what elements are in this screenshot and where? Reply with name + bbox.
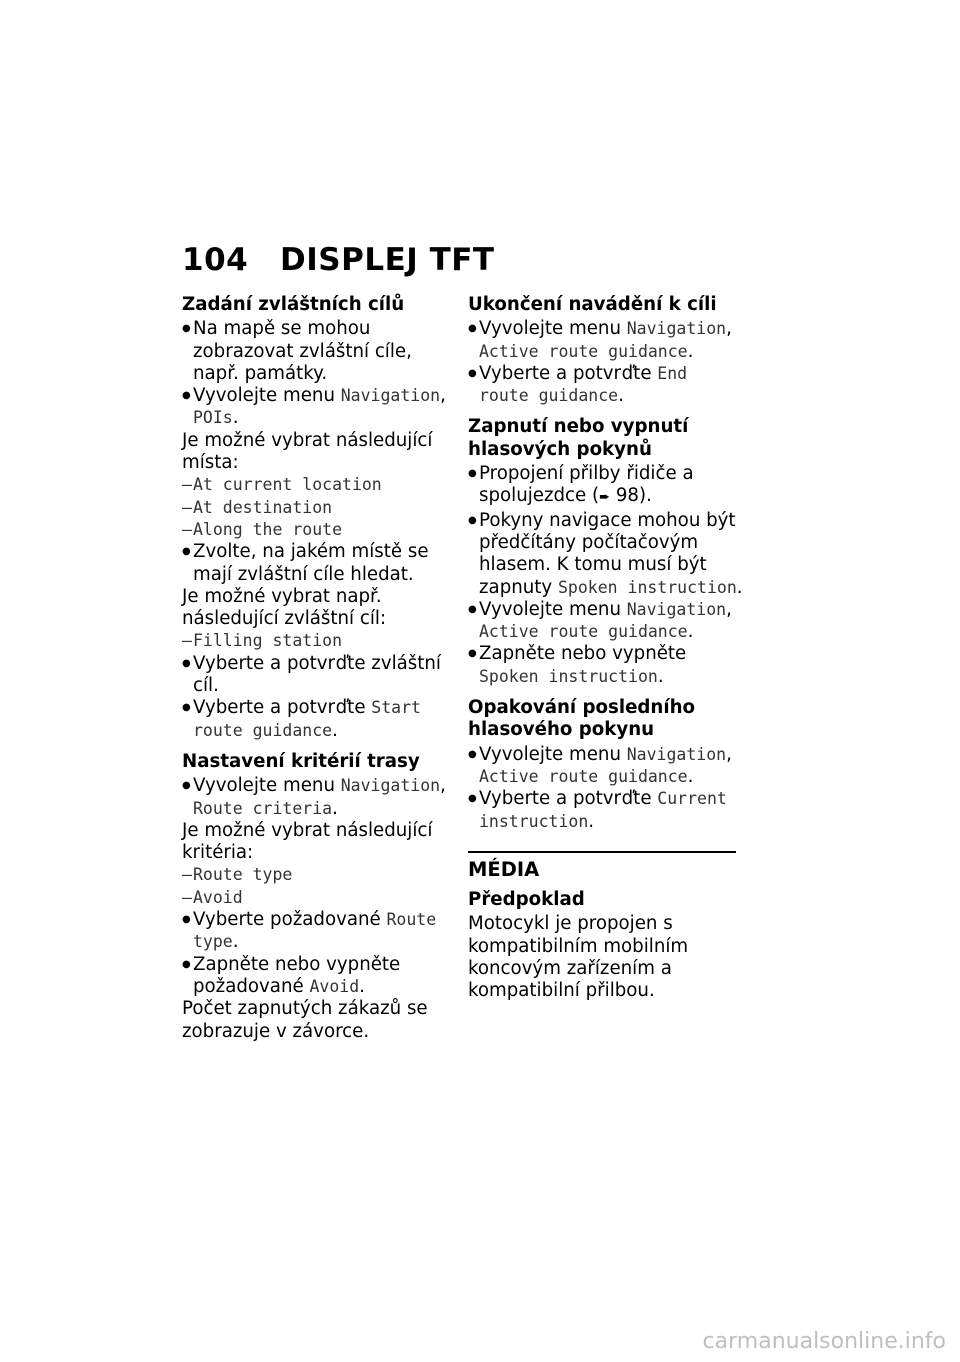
menu-code: Active route guidance [479, 766, 688, 786]
menu-code: POIs [193, 408, 233, 428]
paragraph: Je možné vybrat např. následující zvláštní cíl: [182, 585, 387, 630]
left-column [182, 294, 454, 1043]
menu-code: Current instruction [479, 789, 727, 831]
section-heading-prerequisite: Předpoklad [468, 889, 585, 911]
section-heading-voice-instructions: Zapnutí nebo vypnutí hlasových pokynů [468, 416, 689, 460]
bullet-item: ● Vyberte a potvrďte Start route guidance. [182, 697, 454, 742]
menu-code: End route guidance [479, 363, 688, 406]
bullet-item: ● Vyvolejte menu Navigation, Active route guidance. [468, 318, 744, 363]
menu-code: Active route guidance [479, 622, 688, 642]
bullet-item: ● Zapněte nebo vypněte požadované Avoid. [182, 954, 454, 999]
bullet-item: ● Vyberte požadované Route type. [182, 909, 454, 954]
paragraph: Počet zapnutých zákazů se zobrazuje v závorce. [182, 998, 428, 1042]
menu-code: Route type [193, 910, 437, 952]
dash-item: – Route type [182, 864, 454, 886]
section-heading-route-criteria: Nastavení kritérií trasy [182, 750, 420, 772]
arrow-right-icon: ➨ [599, 490, 611, 506]
menu-code: Spoken instruction [557, 577, 737, 597]
section-divider [468, 851, 736, 853]
menu-code: Avoid [309, 976, 360, 996]
menu-code: Navigation [626, 599, 727, 619]
bullet-item: ● Vyberte a potvrďte End route guidance. [468, 363, 744, 408]
dash-item: – Avoid [182, 887, 454, 909]
dash-item: – Filling station [182, 630, 454, 652]
bullet-item: ● Vyberte a potvrďte zvláštní cíl. [182, 653, 454, 698]
section-heading-special-destinations: Zadání zvláštních cílů [182, 294, 405, 315]
paragraph: Motocykl je propojen s kompatibilním mobilním koncovým zařízením a kompatibilní přilbou. [468, 913, 689, 1002]
bullet-item: ● Vyvolejte menu Navigation, Route criteria. [182, 775, 454, 820]
chapter-title: DISPLEJ TFT [280, 242, 495, 278]
paragraph: Je možné vybrat následující místa: [182, 429, 433, 474]
page-number: 104 [182, 242, 249, 278]
paragraph: Je možné vybrat následující kritéria: [182, 819, 433, 864]
right-column [468, 294, 744, 1003]
section-heading-end-guidance: Ukončení navádění k cíli [468, 294, 717, 315]
page-header [182, 242, 495, 278]
dash-item: – At destination [182, 497, 454, 519]
bullet-item: ● Vyvolejte menu Navigation, Active route guidance. [468, 599, 744, 644]
menu-code: Route criteria [193, 798, 333, 818]
bullet-item: ● Vyvolejte menu Navigation, POIs. [182, 385, 454, 430]
dash-item: – At current location [182, 474, 454, 496]
bullet-item: ● Na mapě se mohou zobrazovat zvláštní cíle, např. památky. [182, 318, 454, 385]
chapter-heading-media: MÉDIA [468, 857, 540, 881]
menu-code: Start route guidance [193, 698, 421, 740]
menu-code: Spoken instruction [479, 666, 658, 686]
bullet-item: ● Pokyny navigace mohou být předčítány počítačovým hlasem. K tomu musí být zapnuty Spoken instruction. [468, 510, 744, 599]
dash-item: – Along the route [182, 519, 454, 541]
menu-code: Navigation [340, 776, 441, 796]
bullet-item: ● Vyberte a potvrďte Current instruction. [468, 788, 744, 833]
menu-code: Navigation [340, 386, 441, 406]
watermark: carmanualsonline.info [702, 1329, 946, 1354]
menu-code: Active route guidance [479, 341, 688, 361]
bullet-item: ● Zvolte, na jakém místě se mají zvláštní cíle hledat. [182, 541, 454, 586]
menu-code: Navigation [626, 319, 727, 339]
bullet-item: ● Propojení přilby řidiče a spolujezdce (➨ 98). [468, 463, 744, 510]
menu-code: Navigation [626, 744, 727, 764]
section-heading-repeat-instruction: Opakování posledního hlasového pokynu [468, 697, 696, 741]
bullet-item: ● Vyvolejte menu Navigation, Active route guidance. [468, 744, 744, 789]
bullet-item: ● Zapněte nebo vypněte Spoken instruction. [468, 643, 744, 688]
page-reference[interactable]: 98 [615, 485, 639, 507]
